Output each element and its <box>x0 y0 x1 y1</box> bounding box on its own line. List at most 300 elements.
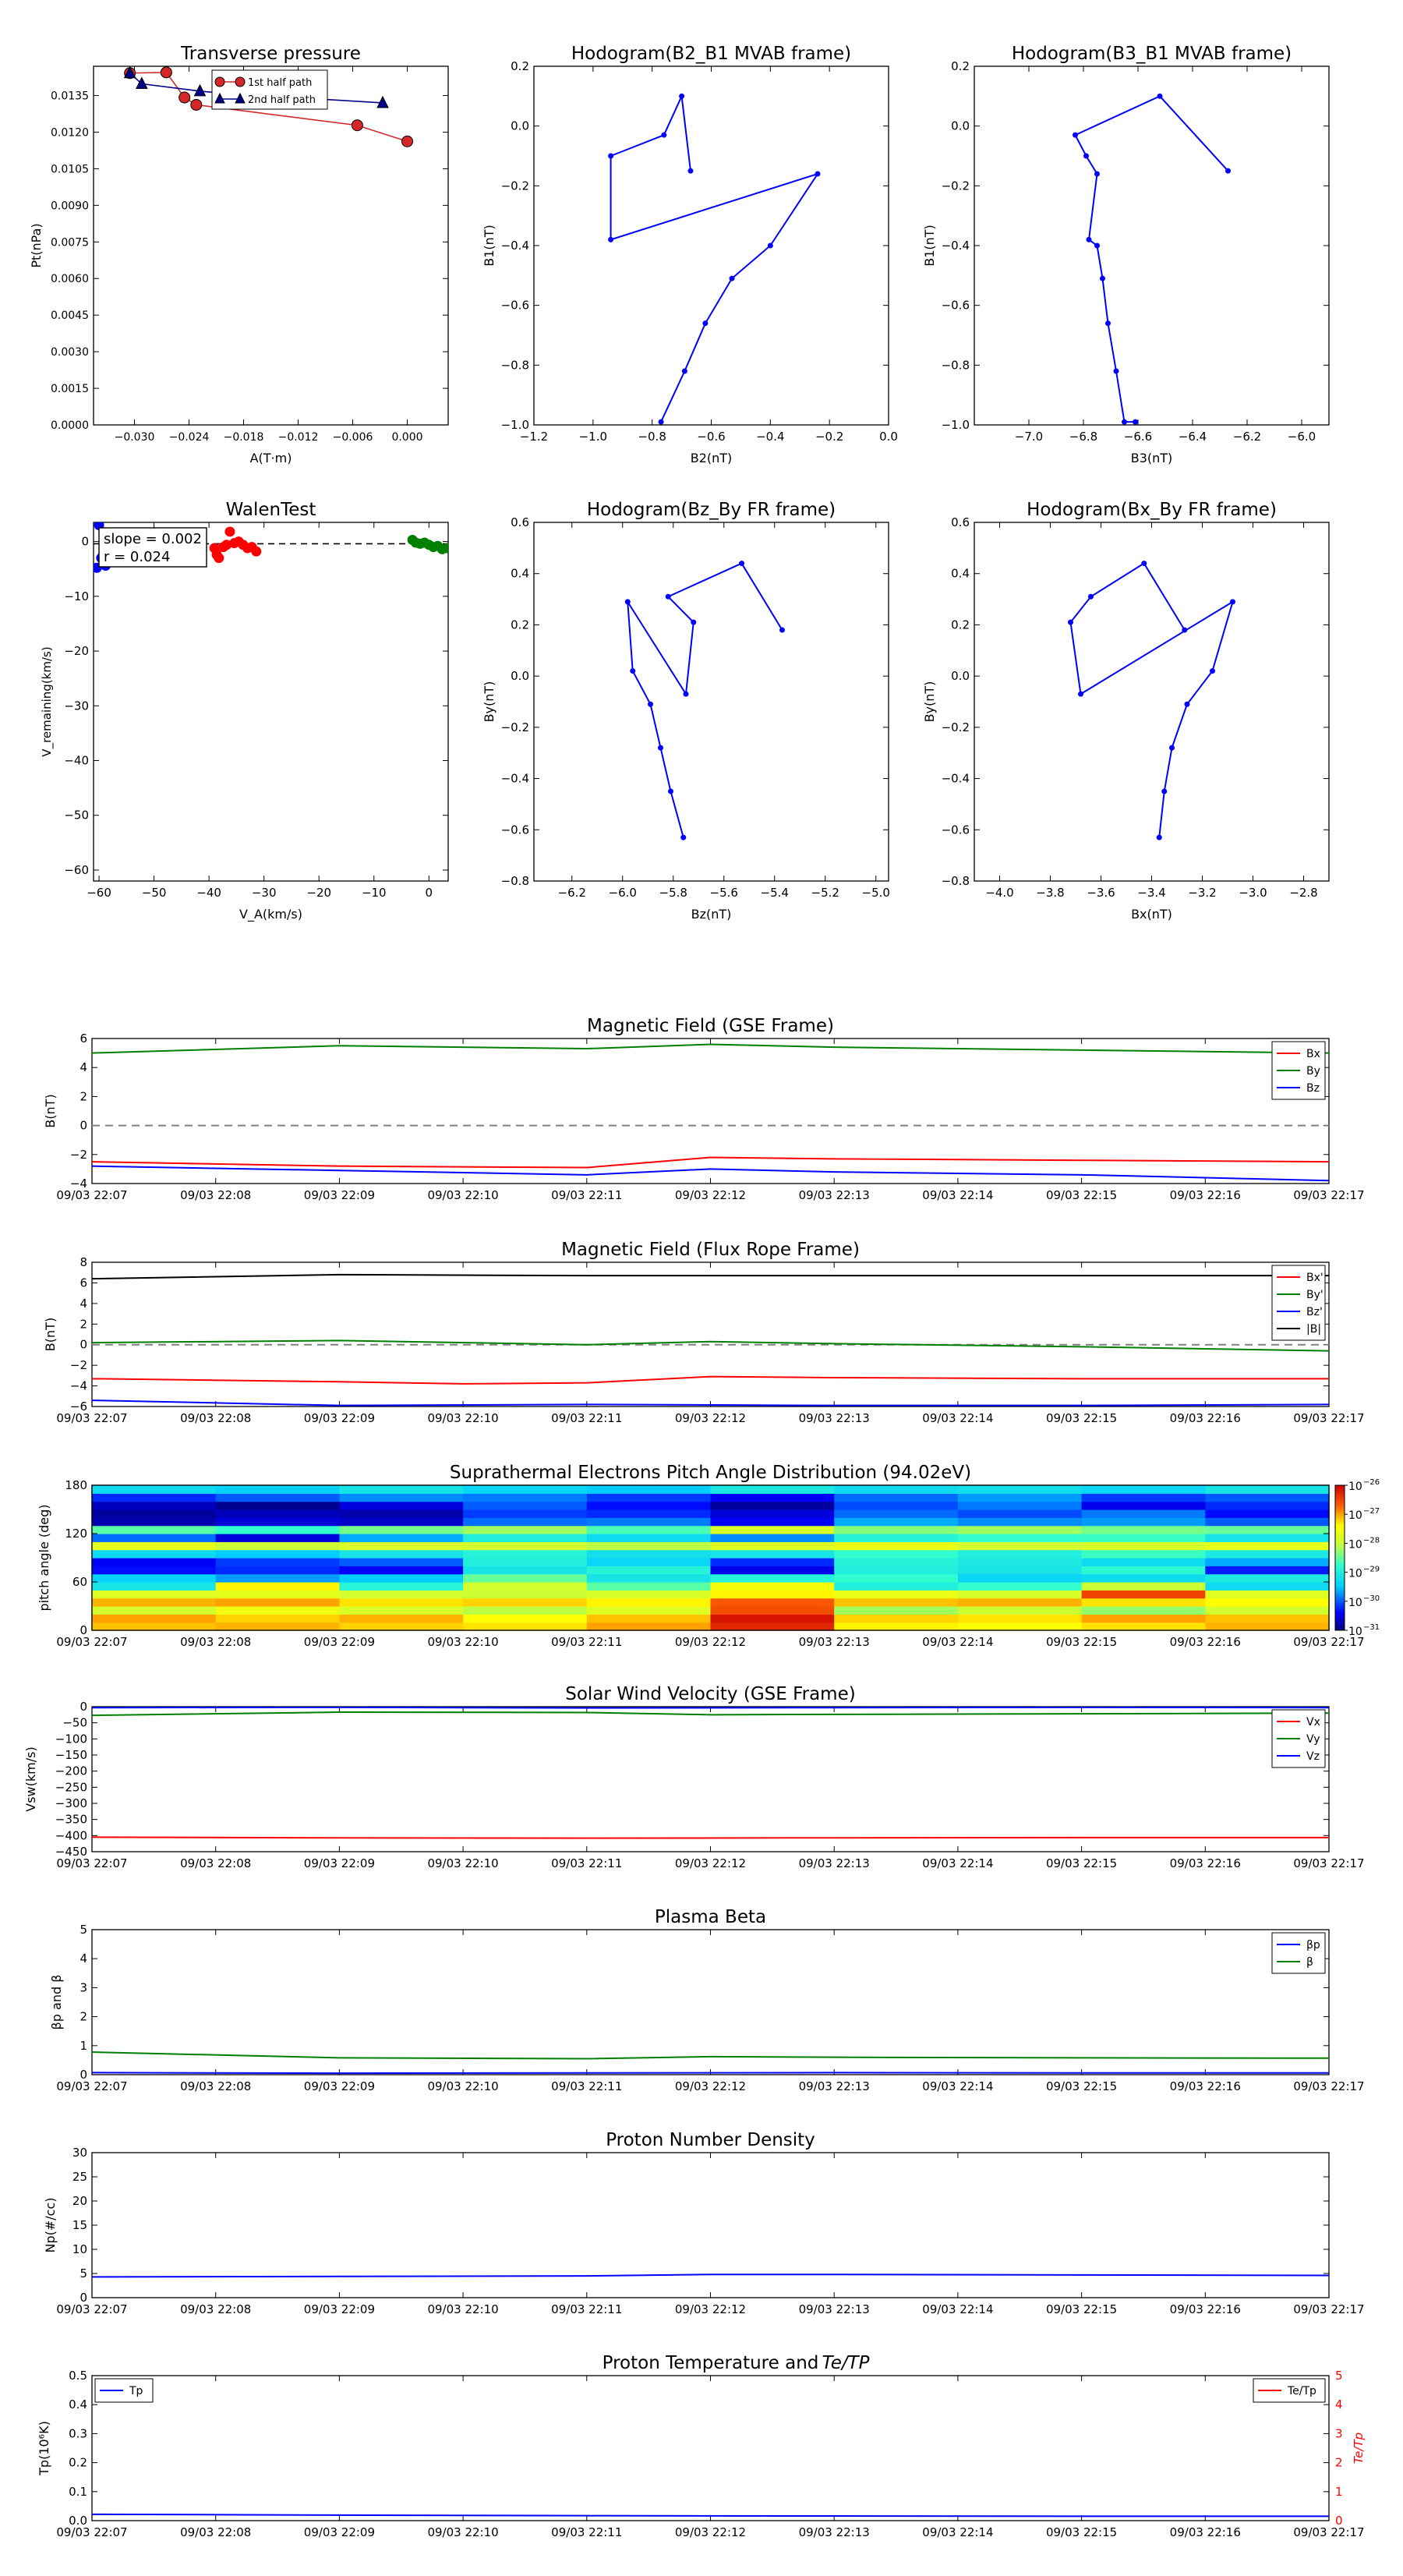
x-tick-label: −5.2 <box>811 886 839 900</box>
pt-point <box>136 78 147 89</box>
pad-cell <box>463 1502 587 1510</box>
mag_fr-x-tick-label: 09/03 22:09 <box>303 1411 376 1425</box>
x-tick-label: −50 <box>141 886 167 900</box>
pad-cell <box>92 1534 216 1542</box>
mag_fr-x-tick-label: 09/03 22:15 <box>1045 1411 1118 1425</box>
pad-cell <box>216 1622 340 1631</box>
y-tick-label: 0.0060 <box>51 273 89 286</box>
pad-cell <box>834 1517 958 1526</box>
h3-point <box>658 745 663 751</box>
h4-point <box>1230 599 1235 604</box>
y-tick-label: −0.6 <box>500 823 529 837</box>
mag_gse-x-tick-label: 09/03 22:08 <box>180 1188 252 1202</box>
mag_fr-legend-label: By' <box>1306 1289 1323 1301</box>
y-tick-label: −300 <box>55 1796 87 1810</box>
tp-y2-tick-label: 2 <box>1335 2455 1343 2470</box>
pad-cell <box>339 1590 463 1598</box>
pad-cell <box>463 1614 587 1622</box>
h1-point <box>702 320 708 326</box>
pad-cell <box>711 1502 835 1510</box>
vsw-x-tick-label: 09/03 22:15 <box>1045 1856 1118 1870</box>
y-tick-label: 6 <box>80 1276 87 1290</box>
mag_gse-x-tick-label: 09/03 22:17 <box>1293 1188 1365 1202</box>
pad-cell <box>339 1517 463 1526</box>
pad-colorbar-tick-base: 10 <box>1348 1626 1362 1638</box>
pad-cell <box>216 1502 340 1510</box>
mag_gse-x-tick-label: 09/03 22:13 <box>798 1188 870 1202</box>
walen-plot-frame <box>94 522 448 881</box>
vsw-title: Solar Wind Velocity (GSE Frame) <box>565 1684 856 1704</box>
h4-point <box>1068 620 1073 625</box>
y-tick-label: −0.8 <box>500 874 529 888</box>
y-tick-label: 4 <box>80 1060 87 1075</box>
pad-cell <box>1082 1550 1206 1559</box>
pt-title: Transverse pressure <box>181 44 361 64</box>
pad-colorbar-tick-base: 10 <box>1348 1481 1362 1493</box>
pad-x-tick-label: 09/03 22:13 <box>798 1635 870 1649</box>
pad-x-tick-label: 09/03 22:17 <box>1293 1635 1365 1649</box>
h1-point <box>659 419 664 425</box>
y-tick-label: −350 <box>55 1812 87 1827</box>
mag_gse-legend-label: Bx <box>1306 1048 1320 1060</box>
vsw-x-tick-label: 09/03 22:17 <box>1293 1856 1365 1870</box>
walen-annotation-r: r = 0.024 <box>104 549 171 565</box>
pad-cell <box>958 1550 1082 1559</box>
np-x-tick-label: 09/03 22:15 <box>1045 2302 1118 2316</box>
h2-point <box>1114 369 1119 374</box>
x-tick-label: −0.012 <box>277 431 319 444</box>
y-tick-label: −1.0 <box>500 418 529 432</box>
y-tick-label: 0.4 <box>69 2397 87 2412</box>
vsw-x-tick-label: 09/03 22:08 <box>180 1856 252 1870</box>
vsw-legend-label: Vy <box>1306 1733 1320 1746</box>
y-tick-label: 0.0105 <box>51 163 89 176</box>
mag_gse-legend-label: By <box>1306 1065 1320 1077</box>
pad-cell <box>1082 1598 1206 1607</box>
y-tick-label: 0.6 <box>951 515 970 529</box>
beta-legend-label: βp <box>1306 1939 1320 1951</box>
x-tick-label: 0.000 <box>391 431 423 444</box>
h3-ylabel: By(nT) <box>482 681 497 723</box>
x-tick-label: −5.6 <box>709 886 738 900</box>
h3-point <box>691 620 696 625</box>
pad-cell <box>834 1574 958 1583</box>
h2-point <box>1105 320 1111 326</box>
pad-cell <box>1082 1566 1206 1574</box>
pad-cell <box>711 1574 835 1583</box>
pad-cell <box>216 1566 340 1574</box>
pt-point <box>191 99 202 110</box>
y-tick-label: 180 <box>65 1478 87 1492</box>
h2-point <box>1133 419 1138 425</box>
pad-cell <box>587 1574 711 1583</box>
pad-cell <box>463 1534 587 1542</box>
y-tick-label: −0.6 <box>941 298 970 313</box>
pad-x-tick-label: 09/03 22:09 <box>303 1635 376 1649</box>
pad-colorbar-tick-exponent: −29 <box>1363 1565 1380 1574</box>
pad-cell <box>1082 1534 1206 1542</box>
y-tick-label: 4 <box>80 1951 87 1966</box>
y-tick-label: 0 <box>80 1623 87 1637</box>
y-tick-label: 8 <box>80 1255 87 1269</box>
pad-cell <box>92 1566 216 1574</box>
y-tick-label: 0.0075 <box>51 236 89 249</box>
pad-cell <box>92 1574 216 1583</box>
pad-cell <box>587 1614 711 1622</box>
y-tick-label: −4 <box>69 1177 87 1191</box>
pad-cell <box>1082 1590 1206 1598</box>
pad-x-tick-label: 09/03 22:10 <box>427 1635 499 1649</box>
x-tick-label: −0.030 <box>114 431 155 444</box>
y-tick-label: −6 <box>69 1399 87 1414</box>
y-tick-label: −60 <box>64 862 89 877</box>
pad-x-tick-label: 09/03 22:16 <box>1169 1635 1241 1649</box>
pad-cell <box>834 1614 958 1622</box>
vsw-plot-frame <box>92 1707 1329 1852</box>
beta-x-tick-label: 09/03 22:11 <box>551 2079 623 2093</box>
pad-cell <box>958 1493 1082 1502</box>
h2-point <box>1073 133 1078 138</box>
tp-y2-tick-label: 0 <box>1335 2514 1343 2528</box>
y-tick-label: 20 <box>72 2194 87 2208</box>
y-tick-label: 0.0015 <box>51 383 89 396</box>
pad-cell <box>834 1509 958 1518</box>
vsw-series-line <box>92 1712 1329 1715</box>
x-tick-label: −7.0 <box>1014 430 1044 444</box>
y-tick-label: −0.6 <box>500 298 529 313</box>
np-x-tick-label: 09/03 22:08 <box>180 2302 252 2316</box>
tp-x-tick-label: 09/03 22:10 <box>427 2525 499 2539</box>
h4-point <box>1182 628 1187 633</box>
vsw-x-tick-label: 09/03 22:12 <box>674 1856 747 1870</box>
tp-y2label: Te/Tp <box>1352 2432 1366 2465</box>
y-tick-label: −30 <box>64 699 89 713</box>
pad-cell <box>216 1574 340 1583</box>
beta-x-tick-label: 09/03 22:14 <box>922 2079 994 2093</box>
pad-cell <box>1082 1541 1206 1550</box>
walen-ylabel: V_remaining(km/s) <box>40 646 54 757</box>
mag_gse-x-tick-label: 09/03 22:12 <box>674 1188 747 1202</box>
y-tick-label: 0 <box>80 1337 87 1352</box>
pad-cell <box>834 1534 958 1542</box>
pad-cell <box>216 1582 340 1591</box>
pt-legend-label: 1st half path <box>248 77 313 89</box>
pad-cell <box>958 1598 1082 1607</box>
y-tick-label: 0.4 <box>951 566 970 581</box>
h1-ylabel: B1(nT) <box>482 225 497 267</box>
pad-cell <box>1082 1509 1206 1518</box>
pad-cell <box>1205 1582 1329 1591</box>
y-tick-label: −0.2 <box>500 179 529 193</box>
walen-xlabel: V_A(km/s) <box>239 907 302 922</box>
pad-cell <box>92 1541 216 1550</box>
pad-cell <box>1082 1614 1206 1622</box>
x-tick-label: 0 <box>425 886 433 900</box>
pad-cell <box>339 1614 463 1622</box>
pad-cell <box>834 1590 958 1598</box>
y-tick-label: −0.2 <box>941 179 970 193</box>
y-tick-label: −400 <box>55 1828 87 1843</box>
y-tick-label: −250 <box>55 1780 87 1795</box>
pt-point <box>352 120 362 131</box>
mag_fr-x-tick-label: 09/03 22:14 <box>922 1411 994 1425</box>
y-tick-label: 0.0090 <box>51 200 89 213</box>
pad-cell <box>216 1493 340 1502</box>
np-x-tick-label: 09/03 22:14 <box>922 2302 994 2316</box>
beta-x-tick-label: 09/03 22:08 <box>180 2079 252 2093</box>
y-tick-label: −0.4 <box>500 771 529 786</box>
x-tick-label: −0.024 <box>168 431 210 444</box>
mag_gse-title: Magnetic Field (GSE Frame) <box>587 1016 834 1036</box>
pad-cell <box>1082 1493 1206 1502</box>
y-tick-label: 0.3 <box>69 2426 87 2441</box>
np-x-tick-label: 09/03 22:16 <box>1169 2302 1241 2316</box>
pad-cell <box>834 1493 958 1502</box>
beta-x-tick-label: 09/03 22:07 <box>56 2079 128 2093</box>
x-tick-label: −6.6 <box>1123 430 1153 444</box>
y-tick-label: 0.5 <box>69 2369 87 2383</box>
x-tick-label: −3.6 <box>1087 886 1115 900</box>
x-tick-label: −5.8 <box>659 886 687 900</box>
pad-cell <box>92 1582 216 1591</box>
h1-point <box>608 154 613 159</box>
h4-point <box>1157 835 1162 840</box>
pad-x-tick-label: 09/03 22:12 <box>674 1635 747 1649</box>
tp-x-tick-label: 09/03 22:11 <box>551 2525 623 2539</box>
pad-cell <box>834 1541 958 1550</box>
y-tick-label: 0.0 <box>951 669 970 684</box>
tp-x-tick-label: 09/03 22:13 <box>798 2525 870 2539</box>
y-tick-label: −150 <box>55 1748 87 1762</box>
mag_fr-plot-frame <box>92 1262 1329 1407</box>
y-tick-label: 1 <box>80 2038 87 2053</box>
pad-cell <box>92 1485 216 1494</box>
beta-series-line <box>92 2052 1329 2059</box>
pad-ylabel: pitch angle (deg) <box>37 1504 51 1612</box>
pad-colorbar-tick-base: 10 <box>1348 1596 1362 1609</box>
y-tick-label: 0 <box>80 1700 87 1714</box>
mag_gse-ylabel: B(nT) <box>43 1094 58 1128</box>
np-ylabel: Np(#/cc) <box>43 2197 58 2253</box>
pad-cell <box>339 1485 463 1494</box>
mag_gse-x-tick-label: 09/03 22:16 <box>1169 1188 1241 1202</box>
y-tick-label: 0.0 <box>951 119 970 133</box>
y-tick-label: −4 <box>69 1378 87 1393</box>
pad-cell <box>92 1606 216 1615</box>
y-tick-label: 0.0 <box>511 669 529 684</box>
beta-plot-frame <box>92 1930 1329 2075</box>
mag_gse-x-tick-label: 09/03 22:14 <box>922 1188 994 1202</box>
np-x-tick-label: 09/03 22:09 <box>303 2302 376 2316</box>
h4-point <box>1185 702 1190 707</box>
pad-cell <box>216 1606 340 1615</box>
pad-cell <box>1082 1582 1206 1591</box>
vsw-x-tick-label: 09/03 22:10 <box>427 1856 499 1870</box>
tp-x-tick-label: 09/03 22:15 <box>1045 2525 1118 2539</box>
pad-cell <box>711 1517 835 1526</box>
pad-cell <box>1205 1502 1329 1510</box>
pad-cell <box>463 1541 587 1550</box>
y-tick-label: 0.2 <box>511 617 529 632</box>
pad-cell <box>92 1509 216 1518</box>
beta-legend-label: β <box>1306 1956 1313 1969</box>
pad-cell <box>958 1582 1082 1591</box>
h2-point <box>1087 237 1092 242</box>
tp-right-legend-label: Te/Tp <box>1288 2385 1316 2397</box>
pad-cell <box>711 1550 835 1559</box>
mag_gse-x-tick-label: 09/03 22:07 <box>56 1188 128 1202</box>
pad-cell <box>339 1493 463 1502</box>
pad-x-tick-label: 09/03 22:11 <box>551 1635 623 1649</box>
pad-colorbar-tick-base: 10 <box>1348 1538 1362 1552</box>
h3-point <box>680 835 686 840</box>
mag_fr-x-tick-label: 09/03 22:12 <box>674 1411 747 1425</box>
np-x-tick-label: 09/03 22:13 <box>798 2302 870 2316</box>
y-tick-label: −0.8 <box>941 874 970 888</box>
x-tick-label: −6.8 <box>1069 430 1098 444</box>
pad-cell <box>587 1502 711 1510</box>
x-tick-label: −0.2 <box>815 430 844 444</box>
pad-colorbar <box>1335 1485 1345 1630</box>
h1-title: Hodogram(B2_B1 MVAB frame) <box>571 44 852 64</box>
np-x-tick-label: 09/03 22:07 <box>56 2302 128 2316</box>
pad-cell <box>587 1606 711 1615</box>
pad-colorbar-tick-exponent: −26 <box>1363 1478 1380 1487</box>
pad-cell <box>339 1566 463 1574</box>
x-tick-label: −5.4 <box>760 886 789 900</box>
mag_fr-series-line <box>92 1275 1329 1279</box>
walen-point <box>212 550 221 559</box>
pt-legend-marker <box>235 77 245 87</box>
vsw-x-tick-label: 09/03 22:11 <box>551 1856 623 1870</box>
pad-cell <box>958 1509 1082 1518</box>
h4-point <box>1088 594 1094 600</box>
pad-cell <box>958 1622 1082 1631</box>
pad-x-tick-label: 09/03 22:15 <box>1045 1635 1118 1649</box>
y-tick-label: −0.2 <box>500 720 529 734</box>
y-tick-label: −2 <box>69 1358 87 1373</box>
pad-cell <box>463 1517 587 1526</box>
walen-point <box>442 543 451 553</box>
pt-legend-marker <box>215 77 224 87</box>
pad-cell <box>587 1582 711 1591</box>
pad-cell <box>1205 1517 1329 1526</box>
mag_fr-ylabel: B(nT) <box>43 1317 58 1352</box>
y-tick-label: 10 <box>72 2242 87 2256</box>
x-tick-label: −0.8 <box>638 430 666 444</box>
y-tick-label: 0.1 <box>69 2484 87 2499</box>
tp-title-math: Te/TP <box>822 2353 870 2373</box>
beta-x-tick-label: 09/03 22:17 <box>1293 2079 1365 2093</box>
pad-cell <box>216 1614 340 1622</box>
vsw-legend-label: Vx <box>1306 1716 1320 1729</box>
pad-cell <box>711 1485 835 1494</box>
y-tick-label: 5 <box>80 2266 87 2281</box>
pad-x-tick-label: 09/03 22:07 <box>56 1635 128 1649</box>
x-tick-label: −6.4 <box>1178 430 1207 444</box>
mag_gse-plot-frame <box>92 1039 1329 1184</box>
pad-cell <box>216 1558 340 1566</box>
pad-cell <box>463 1566 587 1574</box>
pad-cell <box>1205 1485 1329 1494</box>
pad-cell <box>92 1590 216 1598</box>
vsw-x-tick-label: 09/03 22:13 <box>798 1856 870 1870</box>
vsw-x-tick-label: 09/03 22:16 <box>1169 1856 1241 1870</box>
tp-plot-frame <box>92 2376 1329 2521</box>
pad-cell <box>92 1558 216 1566</box>
pad-cell <box>216 1485 340 1494</box>
pad-cell <box>834 1582 958 1591</box>
x-tick-label: 0.0 <box>879 430 898 444</box>
pad-cell <box>92 1526 216 1534</box>
pad-cell <box>1205 1606 1329 1615</box>
pad-cell <box>339 1606 463 1615</box>
y-tick-label: −50 <box>64 808 89 823</box>
vsw-ylabel: Vsw(km/s) <box>23 1746 38 1812</box>
x-tick-label: −0.4 <box>756 430 785 444</box>
h4-point <box>1161 789 1167 794</box>
x-tick-label: −4.0 <box>985 886 1014 900</box>
walen-point <box>222 540 231 550</box>
np-x-tick-label: 09/03 22:10 <box>427 2302 499 2316</box>
beta-title: Plasma Beta <box>654 1907 767 1927</box>
h3-point <box>648 702 653 707</box>
tp-x-tick-label: 09/03 22:12 <box>674 2525 747 2539</box>
h3-point <box>668 789 673 794</box>
pad-cell <box>1205 1558 1329 1566</box>
y-tick-label: −10 <box>64 589 89 603</box>
x-tick-label: −3.4 <box>1137 886 1166 900</box>
pad-cell <box>1082 1574 1206 1583</box>
x-tick-label: −20 <box>306 886 332 900</box>
h2-point <box>1094 172 1100 177</box>
h4-path <box>1071 564 1233 838</box>
y-tick-label: 0.2 <box>951 617 970 632</box>
y-tick-label: 0.6 <box>511 515 529 529</box>
pad-cell <box>92 1493 216 1502</box>
y-tick-label: 0.2 <box>69 2455 87 2470</box>
beta-x-tick-label: 09/03 22:12 <box>674 2079 747 2093</box>
x-tick-label: −60 <box>87 886 111 900</box>
pad-cell <box>216 1517 340 1526</box>
h4-point <box>1210 668 1215 674</box>
walen-annotation-slope: slope = 0.002 <box>104 531 202 547</box>
pad-cell <box>92 1517 216 1526</box>
pad-cell <box>711 1582 835 1591</box>
pad-cell <box>834 1566 958 1574</box>
mag_fr-legend-label: Bz' <box>1306 1306 1323 1318</box>
pad-cell <box>958 1485 1082 1494</box>
y-tick-label: 5 <box>80 1923 87 1937</box>
pad-cell <box>834 1606 958 1615</box>
pad-cell <box>958 1517 1082 1526</box>
y-tick-label: 60 <box>72 1575 87 1589</box>
np-x-tick-label: 09/03 22:12 <box>674 2302 747 2316</box>
pad-cell <box>339 1541 463 1550</box>
pad-cell <box>216 1526 340 1534</box>
pad-cell <box>587 1493 711 1502</box>
np-series-line <box>92 2274 1329 2277</box>
pad-cell <box>711 1614 835 1622</box>
y-tick-label: 120 <box>65 1527 87 1541</box>
vsw-x-tick-label: 09/03 22:09 <box>303 1856 376 1870</box>
y-tick-label: 15 <box>72 2218 87 2232</box>
mag_fr-x-tick-label: 09/03 22:16 <box>1169 1411 1241 1425</box>
y-tick-label: −50 <box>62 1715 87 1730</box>
h3-point <box>630 668 635 674</box>
y-tick-label: −450 <box>55 1845 87 1859</box>
h2-path <box>1076 96 1228 422</box>
